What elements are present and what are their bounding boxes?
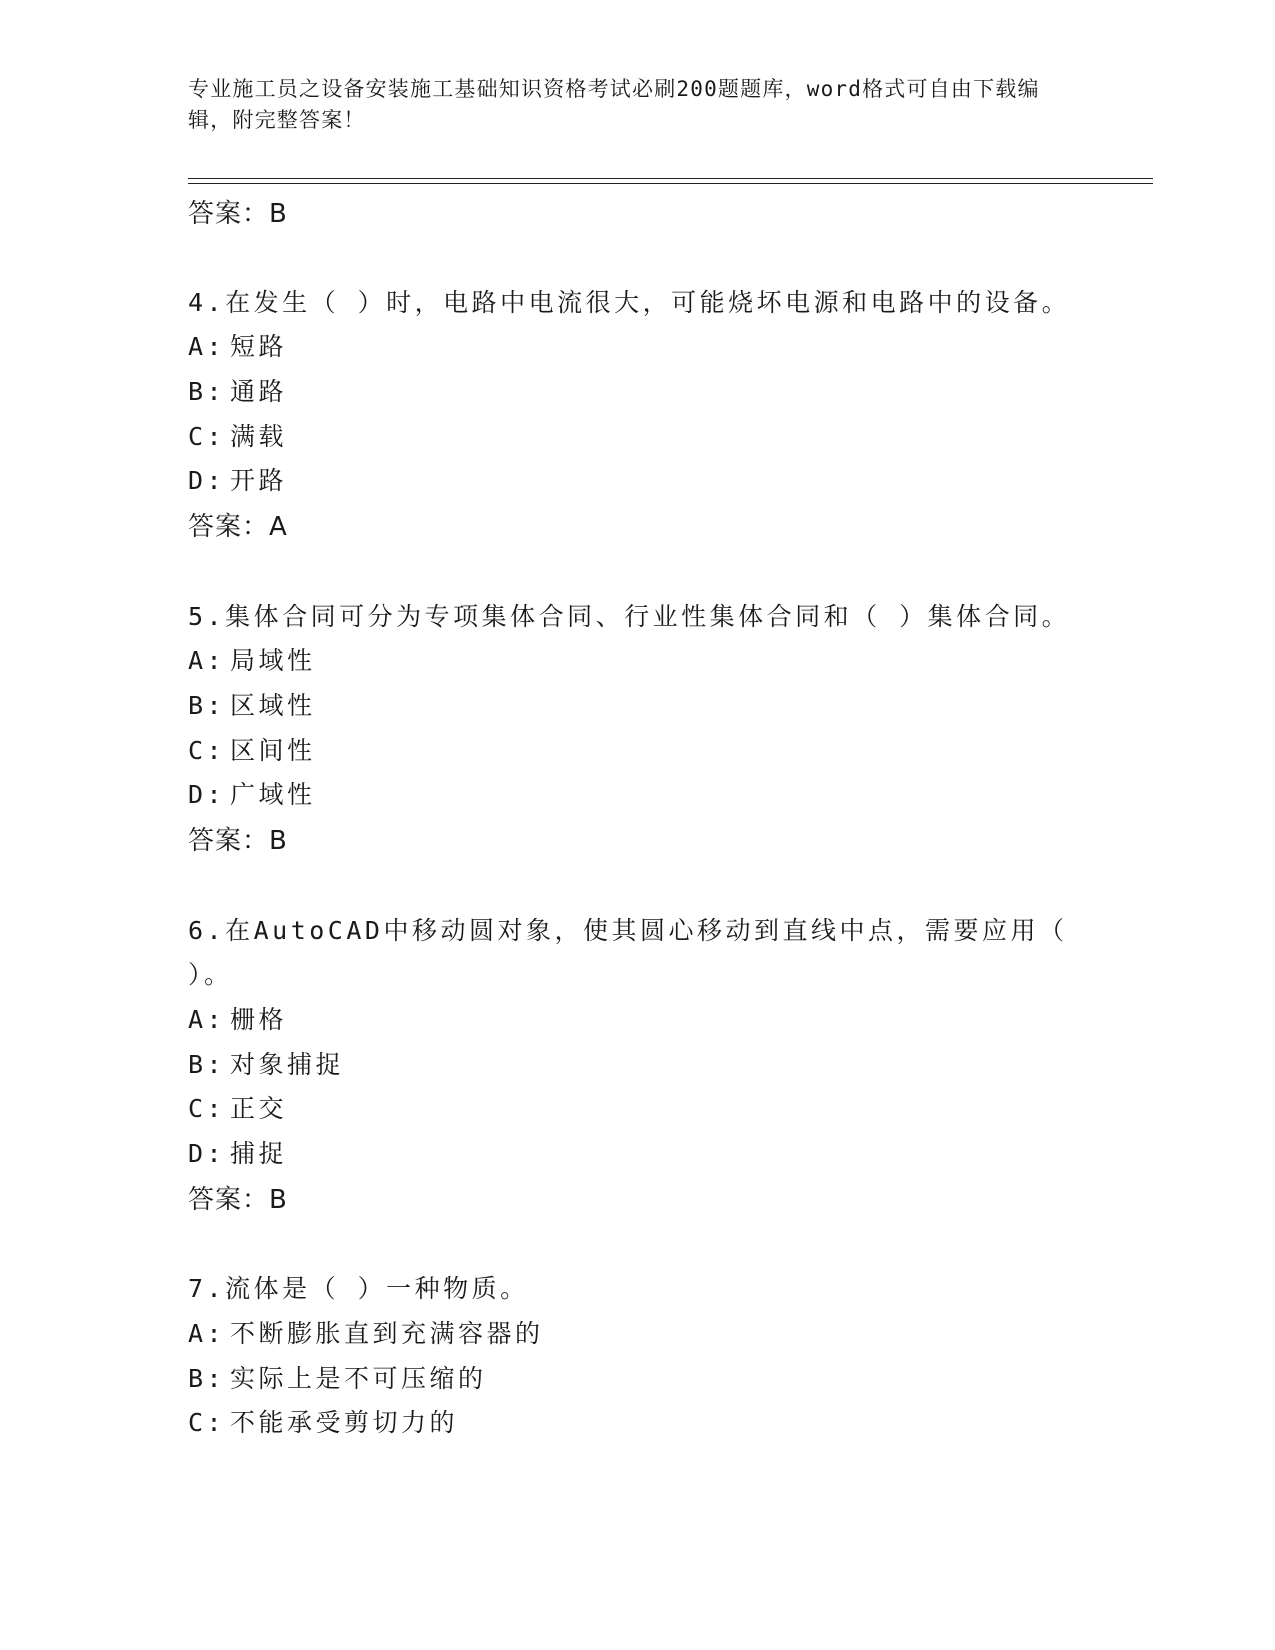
question-7-option-b [188,1359,487,1395]
question-7-stem: 7.流体是（ ）一种物质。 [188,1274,529,1303]
option-label: C: [188,736,226,765]
question-5-option-c [188,731,316,767]
question-6-option-a [188,1000,287,1036]
question-4-answer: 答案：A [188,512,288,542]
question-7-option-a [188,1314,544,1350]
option-label: C: [188,422,226,451]
option-label: A: [188,646,226,675]
option-text: 捕捉 [230,1139,288,1168]
option-label: A: [188,332,226,361]
question-5-answer: 答案：B [188,826,288,856]
option-label: C: [188,1408,226,1437]
option-text: 不断膨胀直到充满容器的 [230,1319,544,1348]
option-text: 局域性 [230,646,316,675]
question-7-option-c [188,1403,458,1439]
option-text: 正交 [230,1094,288,1123]
option-label: D: [188,1139,226,1168]
option-text: 对象捕捉 [230,1050,345,1079]
option-text: 不能承受剪切力的 [230,1408,459,1437]
option-label: D: [188,780,226,809]
question-6-answer: 答案：B [188,1185,288,1215]
option-text: 广域性 [230,780,316,809]
option-text: 区域性 [230,691,316,720]
question-5-option-d [188,775,316,811]
header-rule-top [188,178,1153,179]
document-header: 专业施工员之设备安装施工基础知识资格考试必刷200题题库，word格式可自由下载编辑，附完整答案！ [188,77,1040,132]
previous-answer: 答案：B [188,199,288,229]
option-text: 实际上是不可压缩的 [230,1364,487,1393]
question-4-option-d [188,461,287,497]
question-4-option-c [188,417,287,453]
option-text: 短路 [230,332,288,361]
question-5-stem: 5.集体合同可分为专项集体合同、行业性集体合同和（ ）集体合同。 [188,602,1071,631]
question-4-option-a [188,327,287,363]
option-text: 开路 [230,466,288,495]
option-label: B: [188,1050,226,1079]
question-5-option-a [188,641,316,677]
question-6-option-c [188,1089,287,1125]
header-rule-bottom [188,183,1153,184]
option-text: 满载 [230,422,288,451]
question-5-option-b [188,686,316,722]
question-6-stem-line-2: ）。 [188,960,233,989]
option-label: A: [188,1005,226,1034]
question-6-option-d [188,1134,287,1170]
option-label: D: [188,466,226,495]
question-6-option-b [188,1045,344,1081]
question-4-option-b [188,372,287,408]
option-label: B: [188,377,226,406]
option-label: A: [188,1319,226,1348]
option-text: 栅格 [230,1005,288,1034]
option-label: B: [188,1364,226,1393]
option-label: B: [188,691,226,720]
option-text: 通路 [230,377,288,406]
option-text: 区间性 [230,736,316,765]
question-6-stem-line-1: 6.在AutoCAD中移动圆对象，使其圆心移动到直线中点，需要应用（ [188,916,1068,945]
question-4-stem: 4.在发生（ ）时，电路中电流很大，可能烧坏电源和电路中的设备。 [188,288,1071,317]
option-label: C: [188,1094,226,1123]
